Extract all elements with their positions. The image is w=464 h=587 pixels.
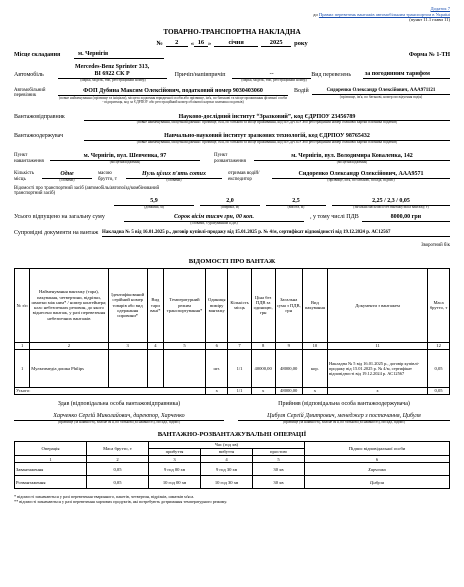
sum-block — [14, 214, 450, 226]
goods-header-cell: Маса брутто, т — [428, 268, 450, 342]
cargo-block — [14, 171, 450, 183]
received-value[interactable]: Сидоренко Олександр Олексійович, ААА9571 — [272, 171, 450, 179]
goods-header-cell: Одиниця виміру вантажу — [206, 268, 228, 342]
goods-serial[interactable] — [108, 349, 147, 387]
places-value[interactable]: Одне — [42, 171, 92, 179]
footnote-1: * відомості зазначаються у разі перевезення тваринного, пакетів, четвертин, відрізків, шматків м'яса. — [14, 494, 195, 500]
op-departure[interactable]: 10 год 30 хв — [201, 476, 253, 489]
document-number[interactable]: 2 — [166, 39, 188, 47]
appendix-block — [200, 6, 450, 23]
goods-unit[interactable]: шт. — [206, 349, 228, 387]
op-departure[interactable]: 9 год 30 хв — [201, 463, 253, 476]
goods-table — [14, 268, 450, 396]
document-title: ТОВАРНО-ТРАНСПОРТНА НАКЛАДНА — [163, 27, 301, 36]
document-month[interactable]: січня — [214, 39, 258, 47]
total-pack-type: x — [302, 387, 327, 394]
appendix-label[interactable]: Додаток 7 — [430, 6, 450, 11]
column-number: 10 — [302, 342, 327, 349]
ops-header-cell: Підпис відповідальної особи — [305, 441, 450, 456]
height-hint: (висота, м) — [287, 204, 305, 209]
column-number: 2 — [87, 456, 149, 463]
column-number: 5 — [253, 456, 305, 463]
shipper-label: Вантажовідправник — [14, 113, 65, 120]
places-label: Кількість місць — [14, 171, 35, 182]
ops-title: ВАНТАЖНО-РОЗВАНТАЖУВАЛЬНІ ОПЕРАЦІЇ — [157, 430, 307, 438]
goods-header-cell: Ідентифікований серійний номер товарів або вид одержання сировини* — [108, 268, 147, 342]
ops-header-cell: Маса брутто, т — [87, 441, 149, 456]
carrier-value[interactable]: ФОП Дубина Максим Олексійович, податковий номер 9030403060 — [58, 88, 288, 96]
op-idle[interactable]: 30 хв — [253, 476, 305, 489]
points-block — [14, 153, 450, 165]
reverse-side-label: Зворотний бік — [421, 242, 450, 248]
driver-hint: (прізвище, ім'я, по батькові, номер посвідчення водія) — [339, 94, 423, 99]
footnotes — [14, 494, 450, 504]
places-hint: (словами) — [59, 177, 75, 182]
goods-number-row — [15, 342, 450, 349]
op-idle[interactable]: 30 хв — [253, 463, 305, 476]
vehicle-model[interactable]: Mercedes-Benz Sprinter 313, — [74, 64, 150, 71]
column-number: 4 — [147, 342, 163, 349]
height-value[interactable]: 2,5 — [266, 198, 326, 206]
ops-table — [14, 441, 450, 490]
length-value[interactable]: 5,9 — [114, 198, 194, 206]
goods-name[interactable]: Мультимедіа дошка Philips — [30, 349, 108, 387]
handed-hint: (прізвище (за наявності), власне ім'я, по батькові (за наявності), посада, підпис) — [57, 419, 181, 424]
vat-value[interactable]: 8000,00 грн — [362, 214, 450, 222]
column-number: 11 — [328, 342, 428, 349]
vehicle-hint: (марка, модель, тип, реєстраційний номер) — [80, 77, 146, 82]
vehicle-line — [14, 64, 450, 79]
goods-header-cell: Ціна без ПДВ за одиницю, грн — [251, 268, 275, 342]
place-line — [14, 51, 450, 59]
total-mass-hint: (загальна маса/маса без вантажу/маса вантажу, т) — [353, 204, 429, 209]
column-number: 8 — [251, 342, 275, 349]
carrier-label: Автомобільний перевізник — [14, 87, 46, 99]
consignee-value[interactable]: Навчально-науковий інститут зразкових технологій, код ЄДРПОУ 98765432 — [84, 133, 450, 141]
goods-qty[interactable]: 1/1 — [228, 349, 251, 387]
received-hint: (прізвище, ім'я, по батькові, посада, підпис) — [327, 177, 395, 182]
shipper-block — [14, 114, 450, 126]
goods-total[interactable]: 48000,00 — [275, 349, 302, 387]
docs-line — [14, 230, 450, 237]
rules-point: (пункт 11.1 глави 11) — [409, 17, 450, 22]
total-mass-value[interactable]: 2,25 / 2,3 / 0,05 — [332, 198, 450, 206]
table-row — [15, 463, 450, 476]
goods-header-cell: Температурний режим транспортування* — [164, 268, 206, 342]
goods-price[interactable]: 40000,00 — [251, 349, 275, 387]
trailer-value[interactable]: -- — [232, 71, 311, 79]
unload-point-value[interactable]: м. Чернігів, вул. Володимира Коваленка, 142 — [254, 153, 450, 161]
number-label: № — [156, 39, 163, 47]
op-name: Розвантаження — [15, 476, 87, 489]
carrier-block — [14, 88, 450, 105]
sum-hint: (словами, з урахуванням ПДВ) — [190, 220, 238, 225]
mass-value[interactable]: Нуль цілих п'ять сотих — [126, 171, 222, 179]
footnote-2: ** відомості зазначаються у разі перевезення харчових продуктів, які потребують дотримання температурного режиму. — [14, 499, 228, 505]
received-label: отримав водій/експедитор — [228, 171, 260, 182]
column-number: 7 — [228, 342, 251, 349]
handed-value[interactable]: Харченко Сергій Миколайович, директор, Харченко — [14, 413, 224, 421]
dims-label: Відомості про транспортний засіб (автомобіль/автопоїзд/комбінований транспортний засіб) — [14, 185, 160, 197]
accepted-label: Прийняв (відповідальна особа вантажоодержувача) — [278, 401, 410, 408]
docs-value[interactable]: Накладна № 5 від 16.01.2025 р., договір купівлі-продажу від 15.01.2025 р. № 4/м, сертифікат відповідності від 19.12.2024 р. АС12567 — [102, 230, 450, 237]
column-number: 6 — [305, 456, 450, 463]
trailer-label: Причіп/напівпричіп — [174, 71, 226, 78]
document-day[interactable]: 16 — [194, 39, 208, 47]
ops-header-cell: Час (год хв) — [149, 441, 305, 448]
op-signature[interactable]: Цибуля — [305, 476, 450, 489]
vehicle-hints — [14, 79, 450, 83]
total-mass: 0,05 — [428, 387, 450, 394]
total-label: Усього: — [15, 387, 206, 394]
total-price: x — [251, 387, 275, 394]
row-number: 1 — [15, 349, 30, 387]
driver-value[interactable]: Сидоренко Олександр Олексійович, ААА971121 — [312, 88, 450, 95]
form-label: Форма № 1-ТН — [408, 52, 450, 59]
column-number: 1 — [15, 342, 30, 349]
total-sum: 48000,00 — [275, 387, 302, 394]
column-number: 12 — [428, 342, 450, 349]
goods-docs[interactable]: Накладна № 5 від 16.01.2025 р., договір купівлі-продажу від 15.01.2025 р. № 4/м, сертифікат відповідності від 19.12.2024 р. АС12567 — [328, 349, 428, 387]
goods-header-row — [15, 268, 450, 342]
accepted-value[interactable]: Цибуля Сергій Дмитрович, менеджер з постачання, Цибуля — [238, 413, 450, 421]
goods-temp[interactable] — [164, 349, 206, 387]
goods-title: ВІДОМОСТІ ПРО ВАНТАЖ — [188, 258, 276, 266]
place-value[interactable]: м. Чернігів — [74, 51, 164, 59]
docs-label: Супровідні документи на вантаж — [14, 229, 99, 236]
year-word: року — [294, 39, 308, 47]
ops-header-row — [15, 441, 450, 448]
width-value[interactable]: 2,0 — [200, 198, 260, 206]
table-row — [15, 349, 450, 387]
consignee-block — [14, 133, 450, 145]
vat-label: , у тому числі ПДВ — [310, 213, 359, 220]
ops-header-cell: вибуття — [201, 448, 253, 455]
goods-header-cell: Документи з вантажем — [328, 268, 428, 342]
total-unit: x — [206, 387, 228, 394]
sum-label: Усього відпущено на загальну суму — [14, 213, 105, 220]
op-mass[interactable]: 0,05 — [87, 463, 149, 476]
goods-header-cell: Найменування вантажу (тара), пакування, четвертини, відрізки, шматки між ним* / номер контейнера; клас небезпечних речовин, до якого віднесено вантаж, у разі перевезення небезпечних вантажів — [30, 268, 108, 342]
ops-header-cell: Операція — [15, 441, 87, 456]
driver-label: Водій — [294, 87, 309, 94]
mass-label: масою брутто, т — [98, 171, 117, 182]
goods-header-cell: Загальна сума з ПДВ, грн — [275, 268, 302, 342]
goods-mass[interactable]: 0,05 — [428, 349, 450, 387]
shipper-value[interactable]: Науково-дослідний інститут “Зразковий”, код ЄДРПОУ 23456789 — [84, 114, 450, 122]
consignee-label: Вантажоодержувач — [14, 133, 64, 140]
transport-type-value[interactable]: за погодинним тарифом — [363, 71, 450, 79]
width-hint: (ширина, м) — [220, 204, 240, 209]
goods-pack-type[interactable]: кор. — [302, 349, 327, 387]
consignee-hint: (повне найменування, місцезнаходження / прізвище, ім'я, по батькові та місце проживання, код за ЄДРПОУ або реєстраційний номер облікової картки платника податків) — [136, 140, 398, 145]
ops-header-cell: простою — [253, 448, 305, 455]
goods-header-cell: Кількість місць — [228, 268, 251, 342]
unload-point-hint: (місцезнаходження) — [336, 160, 368, 165]
column-number: 3 — [108, 342, 147, 349]
goods-pack[interactable] — [147, 349, 163, 387]
load-point-value[interactable]: м. Чернігів, вул. Шевченка, 97 — [50, 153, 200, 161]
shipper-hint: (повне найменування, місцезнаходження / прізвище, ім'я, по батькові та місце проживання, код за ЄДРПОУ або реєстраційний номер облікової картки платника податків) — [136, 120, 398, 125]
transport-type-label: Вид перевезень — [311, 71, 352, 78]
goods-header-cell: № з/п — [15, 268, 30, 342]
column-number: 2 — [30, 342, 108, 349]
column-number: 9 — [275, 342, 302, 349]
ops-number-row — [15, 456, 450, 463]
carrier-hint: (повне найменування (прізвище та ініціали), місцеза ходження юридичної особи або прізвище, ім'я, по батькові та місце проживання фізичної особи - підприємця, код за ЄДРПОУ або реєстраційний номер облікової картки платника податків) — [58, 95, 288, 104]
load-point-label: Пункт навантаження — [14, 153, 44, 164]
column-number: 5 — [164, 342, 206, 349]
op-signature[interactable]: Харченко — [305, 463, 450, 476]
table-row — [15, 476, 450, 489]
signatures-block — [14, 401, 450, 425]
op-arrival[interactable]: 10 год 00 хв — [149, 476, 201, 489]
op-arrival[interactable]: 9 год 00 хв — [149, 463, 201, 476]
vehicle-plate[interactable]: ВІ 6922 СК Р — [58, 71, 167, 79]
column-number: 1 — [15, 456, 87, 463]
column-number: 3 — [149, 456, 201, 463]
goods-header-cell: Вид тари вані* — [147, 268, 163, 342]
unload-point-label: Пункт розвантаження — [214, 153, 246, 164]
column-number: 4 — [201, 456, 253, 463]
op-name: Завантаження — [15, 463, 87, 476]
accepted-hint: (прізвище (за наявності), власне ім'я, по батькові (за наявності), посада, підпис) — [282, 419, 406, 424]
total-docs: x — [328, 387, 428, 394]
total-qty: 1/1 — [228, 387, 251, 394]
to-rules-prefix: до — [313, 11, 318, 17]
goods-total-row — [15, 387, 450, 394]
document-year[interactable]: 2025 — [261, 39, 291, 47]
vehicle-label: Автомобіль — [14, 71, 44, 78]
op-mass[interactable]: 0,05 — [87, 476, 149, 489]
ops-header-cell: прибуття — [149, 448, 201, 455]
mass-hint: (словами) — [166, 177, 182, 182]
sum-words[interactable]: Сорок вісім тисяч грн, 00 коп. — [124, 214, 304, 222]
place-label: Місце складання — [14, 52, 61, 59]
document-number-line: № 2 « 16 » січня 2025 року — [156, 38, 308, 47]
length-hint: (довжина, м) — [144, 204, 164, 209]
dims-values — [14, 198, 450, 210]
load-point-hint: (місцезнаходження) — [109, 160, 141, 165]
goods-header-cell: Вид пакування — [302, 268, 327, 342]
rules-link[interactable]: Правил перевезень вантажів автомобільним транспортом в Україні — [318, 11, 450, 17]
trailer-hint: (марка, модель, тип, реєстраційний номер) — [241, 77, 307, 82]
column-number: 6 — [206, 342, 228, 349]
handed-label: Здав (відповідальна особа вантажовідправника) — [57, 401, 181, 408]
